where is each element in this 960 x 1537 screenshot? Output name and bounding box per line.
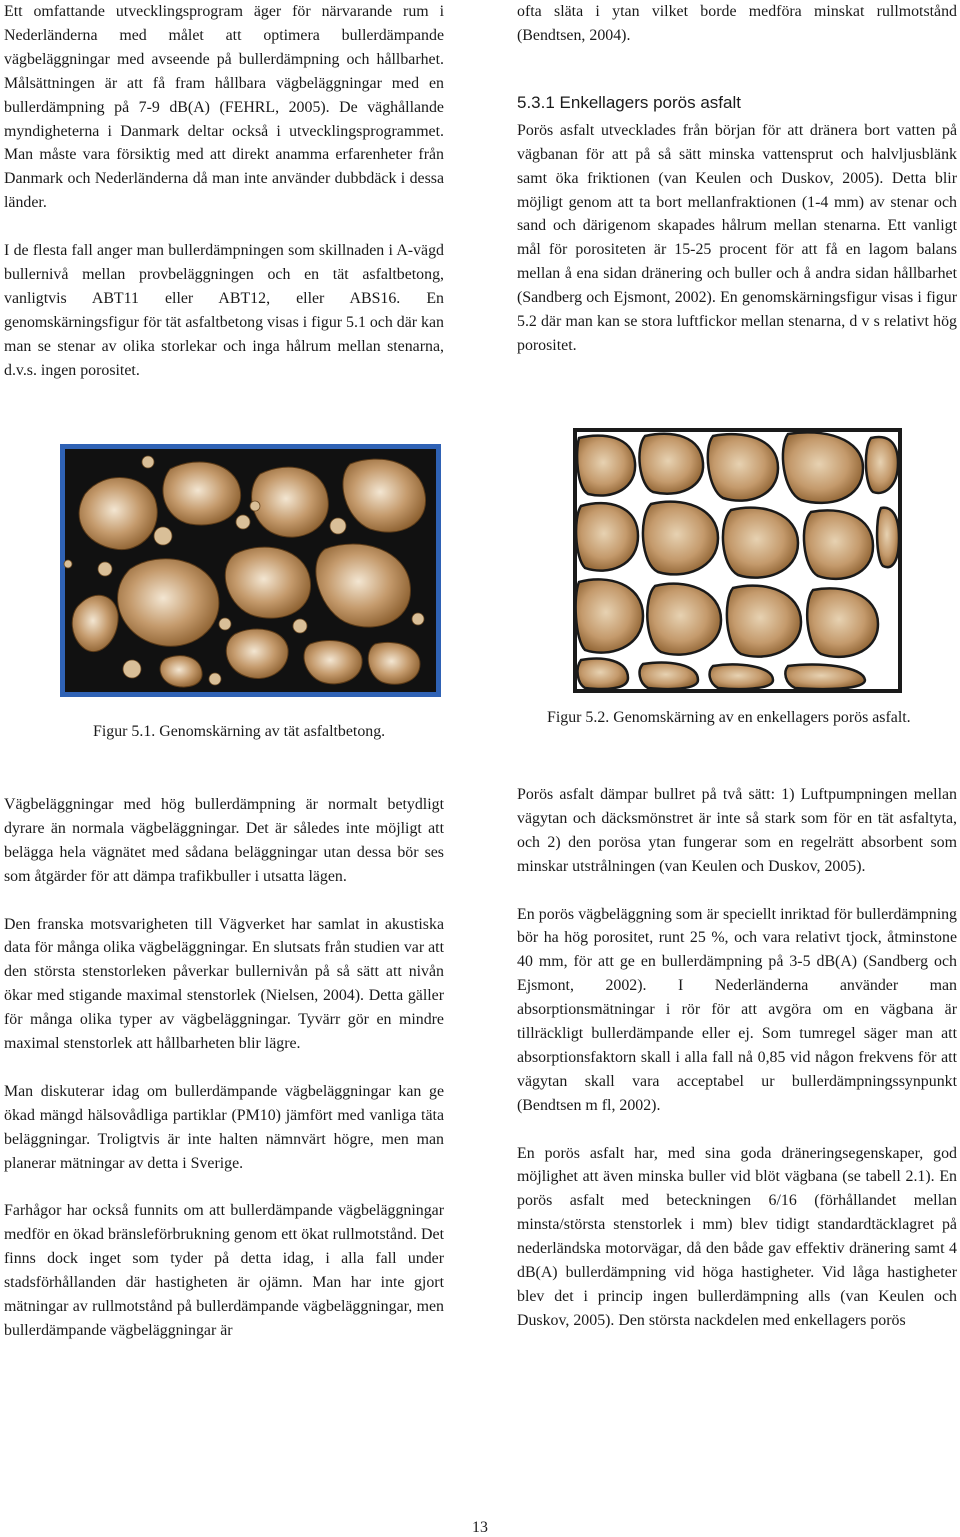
- paragraph: ofta släta i ytan vilket borde medföra minskat rullmotstånd (Bendtsen, 2004).: [517, 3, 957, 44]
- paragraph: Farhågor har också funnits om att bullerdämpande vägbeläggningar medför en ökad bränsleförbrukning genom ett ökat rullmotstånd. Det finns dock inget som tyder på detta idag, i alla fall under stadsförhållanden där hastigheten är ojämn. Man har inte gjort mätningar av rullmotstånd på bullerdämpande vägbeläggningar, men bullerdämpande vägbeläggningar är: [4, 1202, 444, 1339]
- text-column-right-top: [517, 0, 957, 382]
- paragraph: En porös vägbeläggning som är speciellt inriktad för bullerdämpning bör ha hög porositet, runt 25 %, och vara relativt tjock, åtminstone 40 mm, för att ge en bullerdämpning på 3-5 dB(A) (Sandberg och Ejsmont, 2002). I Nederländerna använder man absorptionsmätningar i rör för att avgöra om en vägbana är tillräckligt bullerdämpande eller ej. Som tumregel säger man att absorptionsfaktorn skall i alla fall nå 0,85 vid någon frekvens för att vägytan skall vara acceptabel ur bullerdämpningssynpunkt (Bendtsen m fl, 2002).: [517, 905, 957, 1114]
- paragraph: I de flesta fall anger man bullerdämpningen som skillnaden i A-vägd bullernivå mellan provbeläggningen och en tät asfaltbetong, vanligtvis ABT11 eller ABT12, eller ABS16. En genomskärningsfigur för tät asfaltbetong visas i figur 5.1 och där kan man se stenar av olika storlekar och inga hålrum mellan stenarna, d.v.s. ingen porositet.: [4, 242, 444, 379]
- text-column-left-bottom: [4, 793, 444, 1367]
- text-column-left-top: [4, 0, 444, 406]
- text-column-right-bottom: [517, 783, 957, 1357]
- porous-asphalt-figure: [573, 428, 902, 693]
- paragraph: Man diskuterar idag om bullerdämpande vägbeläggningar kan ge ökad mängd hälsovådliga partiklar (PM10) jämfört med vanliga täta beläggningar. Troligtvis är inte halten nämnvärt högre, men man planerar mätningar av detta i Sverige.: [4, 1082, 444, 1172]
- paragraph: Den franska motsvarigheten till Vägverket har samlat in akustiska data för många olika vägbeläggningar. En slutsats från studien var att den största stenstorleken påverkar bullernivån på så sätt att nivån ökar med stigande maximal stenstorlek (Nielsen, 2004). Detta gäller för många olika typer av vägbeläggningar. Tyvärr gör en mindre maximal stenstorlek att hållbarheten blir lägre.: [4, 915, 444, 1053]
- paragraph: Porös asfalt utvecklades från början för att dränera bort vatten på vägbanan för att på så sätt minska vattensprut och halvljusblänk samt öka friktionen (van Keulen och Duskov, 2005). Detta blir möjligt genom att ta bort mellanfraktionen (1-4 mm) av stenar och sand och därigenom skapades hålrum mellan stenarna. Ett vanligt mål för porositeten är 15-25 procent för att få en lagom balans mellan å ena sidan dränering och buller och å andra sidan hållbarhet (Sandberg och Ejsmont, 2002). En genomskärningsfigur visas i figur 5.2 där man kan se stora luftfickor mellan stenarna, d v s relativt hög porositet.: [517, 121, 957, 354]
- paragraph: Vägbeläggningar med hög bullerdämpning är normalt betydligt dyrare än normala vägbeläggningar. Det är således inte möjligt att belägga hela vägnätet med sådana beläggningar utan dessa bör ses som åtgärder för att dämpa trafikbuller i utsatta lägen.: [4, 796, 444, 885]
- figure-1-caption: Figur 5.1. Genomskärning av tät asfaltbetong.: [93, 723, 386, 740]
- section-heading: 5.3.1 Enkellagers porös asfalt: [517, 92, 741, 112]
- porous-asphalt-illustration: [573, 428, 902, 693]
- dense-asphalt-figure: [60, 444, 441, 697]
- paragraph: Ett omfattande utvecklingsprogram äger för närvarande rum i Nederländerna med målet att optimera bullerdämpande vägbeläggningar med avseende på bullerdämpning och hållbarhet. Målsättningen är att få fram hållbara vägbeläggningar med en bullerdämpning på 7-9 dB(A) (FEHRL, 2005). De väghållande myndigheterna i Danmark deltar också i utvecklingsprogrammet. Man måste vara försiktig med att direkt anamma erfarenheter från Danmark och Nederländerna då man inte använder dubbdäck i dessa länder.: [4, 3, 444, 212]
- page-number: 13: [472, 1519, 488, 1536]
- paragraph: En porös asfalt har, med sina goda dräneringsegenskaper, god möjlighet att även minska buller vid blöt vägbana (se tabell 2.1). En porös asfalt med beteckningen 6/16 (förhållandet mellan minsta/största stenstorlek i mm) blev tidigt standardtäcklagret på nederländska motorvägar, då den både gav effektiv dränering samt 4 dB(A) bullerdämpning vid höga hastigheter. Vid låga hastigheter blev det i princip ingen bullerdämpning alls (van Keulen och Duskov, 2005). Den största nackdelen med enkellagers porös: [517, 1144, 957, 1329]
- figure-2-caption: Figur 5.2. Genomskärning av en enkellagers porös asfalt.: [547, 709, 911, 726]
- paragraph: Porös asfalt dämpar bullret på två sätt: 1) Luftpumpningen mellan vägytan och däcksmönstret är inte så stark som för en tät asfaltyta, och 2) den porösa ytan fungerar som en regelrätt absorbent som minskar utstrålningen (van Keulen och Duskov, 2005).: [517, 786, 957, 875]
- dense-asphalt-illustration: [60, 444, 441, 697]
